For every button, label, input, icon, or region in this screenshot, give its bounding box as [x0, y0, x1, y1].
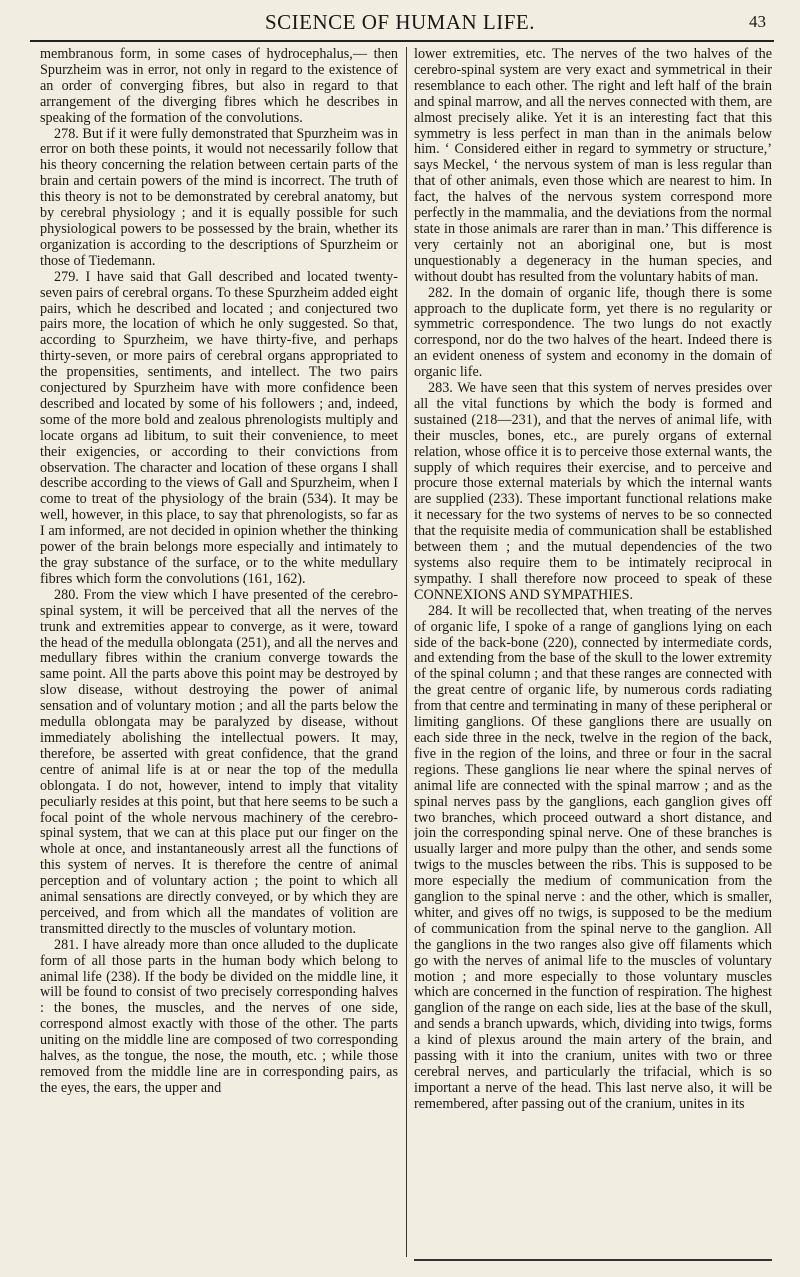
paragraph: 283. We have seen that this system of nerves presides over all the vital functions by which the body is formed and sustained (218—231), and that the nerves of animal life, with their muscles, bones, etc., are purely organs of external relation, whose office it is to perceive those external wants, the supply of which requires their exercise, and to perceive and procure those external materials by which the internal wants are supplied (233). These important functional relations make it necessary for the two systems of nerves to be so connected that the requisite media of communication shall be established between them ; and the mutual dependencies of the two systems also require them to be intimately reciprocal in sympathy. I shall therefore now proceed to speak of these CONNEXIONS AND SYMPATHIES.	[414, 380, 772, 603]
header-rule	[30, 40, 774, 42]
paragraph: lower extremities, etc. The nerves of the two halves of the cerebro-spinal system are very exact and symmetrical in their resemblance to each other. The right and left half of the brain and spinal marrow, and all the nerves connected with them, are almost precisely alike. Yet it is an interesting fact that this symmetry is less perfect in man than in the animals below him. ‘ Considered either in regard to symmetry or structure,’ says Meckel, ‘ the nervous system of man is less regular than that of other animals, even those which are nearest to him. In fact, the halves of the nervous system correspond more perfectly in the mammalia, and the deviations from the normal state in those animals are rarer than in man.’ This difference is very certainly not an aboriginal one, but is most unquestionably a degeneracy in the human species, and without doubt has resulted from the voluntary habits of man.	[414, 47, 772, 285]
page-header	[30, 8, 770, 42]
paragraph: 280. From the view which I have presented of the cerebro-spinal system, it will be perceived that all the nerves of the trunk and extremities appear to converge, as it were, toward the head of the medulla oblongata (251), and all the nerves and medullary fibres within the cranium converge towards the same point. All the parts above this point may be destroyed by slow disease, without destroying the power of animal sensation and of voluntary motion ; and all the parts below the medulla oblongata may be paralyzed by disease, without immediately abolishing the intellectual powers. It may, therefore, be asserted with great confidence, that the grand centre of animal life is at or near the top of the medulla oblongata. I do not, however, intend to imply that vitality peculiarly resides at this point, but that here seems to be such a focal point of the whole nervous machinery of the cerebro-spinal system, that we can at this place put our finger on the whole at once, and instantaneously arrest all the functions of this system of nerves. It is therefore the centre of animal perception and of voluntary action ; the point to which all animal sensations are directly conveyed, or by which they are perceived, and from which all the mandates of volition are transmitted directly to the muscles of voluntary motion.	[40, 586, 398, 937]
left-column	[40, 47, 398, 1259]
paragraph: membranous form, in some cases of hydrocephalus,— then Spurzheim was in error, not only in regard to the existence of an order of converging fibres, but also in regard to that arrangement of the diverging fibres which he describes in speaking of the formation of the convolutions.	[40, 47, 398, 126]
paragraph: 279. I have said that Gall described and located twenty-seven pairs of cerebral organs. To these Spurzheim added eight pairs, which he described and located ; and conjectured two pairs more, the location of which he only suggested. So that, according to Spurzheim, we have thirty-five, and perhaps thirty-seven, or more pairs of cerebral organs appropriated to the propensities, sentiments, and intellect. The two pairs conjectured by Spurzheim have with more confidence been described and located by some of his followers ; and, indeed, some of the more bold and zealous phrenologists multiply and locate organs ad libitum, to suit their convenience, to meet their exigencies, or according to their convictions from observation. The character and location of these organs I shall describe according to the views of Gall and Spurzheim, when I come to treat of the physiology of the brain (534). It may be well, however, in this place, to say that phrenologists, so far as I am informed, are not decided in opinion whether the thinking power of the brain belongs more especially and intimately to the gray substance of the surface, or to the white medullary fibres which form the convolutions (161, 162).	[40, 268, 398, 587]
running-title: SCIENCE OF HUMAN LIFE.	[264, 10, 535, 34]
footer-rule	[414, 1259, 772, 1261]
paragraph: 278. But if it were fully demonstrated that Spurzheim was in error on both these points, it would not necessarily follow that his theory concerning the relation between certain parts of the brain and certain powers of the mind is incorrect. The truth of this theory is not to be demonstrated by cerebral anatomy, but by cerebral physiology ; and it is equally possible for such physiological powers to be possessed by the brain, whether its organization is according to the descriptions of Spurzheim or those of Tiedemann.	[40, 125, 398, 269]
paragraph: 281. I have already more than once alluded to the duplicate form of all those parts in the human body which belong to animal life (238). If the body be divided on the middle line, it will be found to consist of two precisely corresponding halves : the bones, the muscles, and the nerves of one side, correspond almost exactly with those of the other. The parts uniting on the middle line are composed of two corresponding halves, as the tongue, the nose, the mouth, etc. ; while those removed from the middle line are in corresponding pairs, as the eyes, the ears, the upper and	[40, 936, 398, 1096]
paragraph: 284. It will be recollected that, when treating of the nerves of organic life, I spoke of a range of ganglions lying on each side of the back-bone (220), connected by intermediate cords, and extending from the base of the skull to the lower extremity of the spinal column ; and that these ranges are connected with the great centre of organic life, by numerous cords radiating from that centre and terminating in many of these peripheral or limiting ganglions. Of these ganglions there are usually on each side three in the neck, twelve in the region of the back, five in the region of the loins, and three or four in the sacral regions. These ganglions lie near where the spinal nerves of animal life are connected with the spinal marrow ; and as the spinal nerves pass by the ganglions, each ganglion gives off two branches, which proceed outward a short distance, and join the corresponding spinal nerve. One of these branches is usually larger and more pulpy than the other, and sends some twigs to the muscles between the ribs. This is supposed to be more especially the medium of communication from the ganglion to the spinal nerve : and the other, which is smaller, whiter, and gives off no twigs, is supposed to be the medium of communication from the spinal nerve to the ganglion. All the ganglions in the two ranges also give off filaments which go with the nerves of animal life to the muscles of voluntary motion ; and more especially to those voluntary muscles which are concerned in the function of respiration. The highest ganglion of the range on each side, lies at the base of the skull, and sends a branch upwards, which, dividing into twigs, forms a kind of plexus around the main artery of the brain, and passing with it into the cranium, unites with two or three cerebral nerves, and particularly the trifacial, which is so important a nerve of the head. This last nerve also, it will be remembered, after passing out of the cranium, unites in its	[414, 602, 772, 1112]
column-divider	[406, 47, 407, 1257]
paragraph: 282. In the domain of organic life, though there is some approach to the duplicate form, yet there is no regularity or symmetric correspondence. The two lungs do not exactly correspond, nor do the two halves of the heart. Indeed there is an evident oneness of system and economy in the domain of organic life.	[414, 284, 772, 381]
right-column	[414, 47, 772, 1259]
page-number: 43	[749, 12, 766, 31]
